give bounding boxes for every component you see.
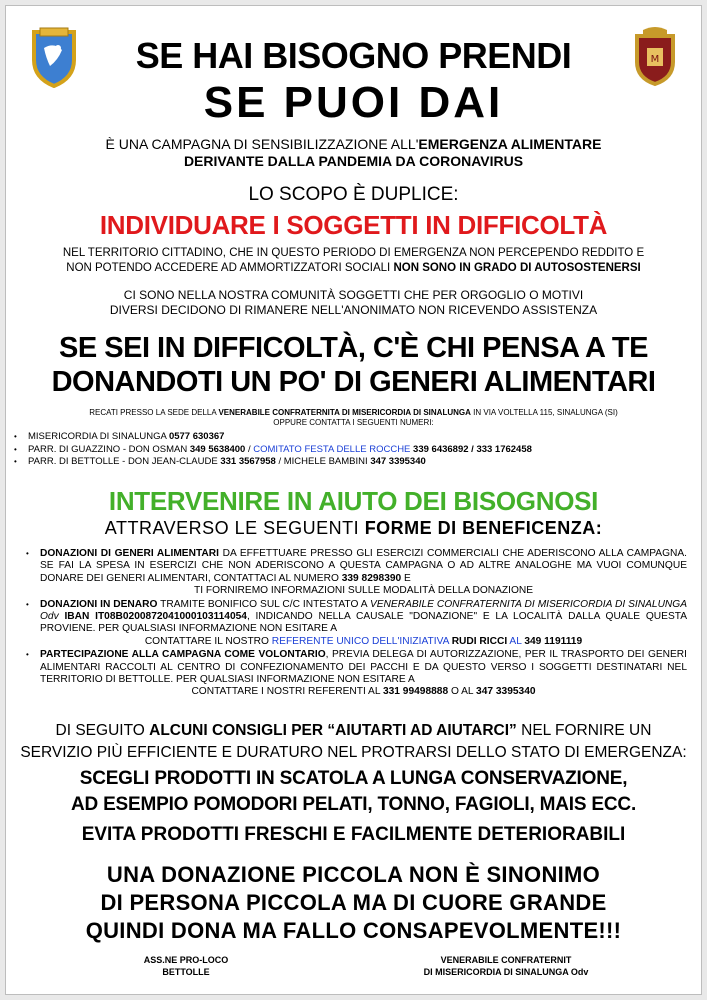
goal1-paragraph1: NEL TERRITORIO CITTADINO, CHE IN QUESTO PERIODO DI EMERGENZA NON PERCEPENDO REDDITO E NON POTENDO ACCEDERE AD AMMORTIZZATORI SOCIALI NON SONO IN GRADO DI AUTOSOSTENERSI xyxy=(62,247,645,274)
form-volunteer: • PARTECIPAZIONE ALLA CAMPAGNA COME VOLONTARIO, PREVIA DELEGA DI AUTORIZZAZIONE, PER IL TRASPORTO DEI GENERI ALIMENTARI RACCOLTI AL CENTRO DI CONFEZIONAMENTO DEI PACCHI E DA QUESTO VERSO I SOGGETTI DESTINATARI NEL TERRITORIO DI BETTOLLE. PER QUALSIASI INFORMAZIONE NON ESITARE A CONTATTARE I NOSTRI REFERENTI AL 331 99498888 O AL 347 3395340 xyxy=(40,649,687,699)
contacts-list xyxy=(28,431,693,469)
tip-scegli: SCEGLI PRODOTTI IN SCATOLA A LUNGA CONSERVAZIONE, AD ESEMPIO POMODORI PELATI, TONNO, FAGIOLI, MAIS ECC. xyxy=(70,768,637,815)
goal1-paragraph2: CI SONO NELLA NOSTRA COMUNITÀ SOGGETTI CHE PER ORGOGLIO O MOTIVI DIVERSI DECIDONO DI RIMANERE NELL'ANONIMATO NON RICEVENDO ASSISTENZA xyxy=(109,288,598,317)
title-line1: SE HAI BISOGNO PRENDI xyxy=(135,35,572,76)
svg-text:M: M xyxy=(650,54,660,65)
signature-misericordia: VENERABILE CONFRATERNIT DI MISERICORDIA DI SINALUNGA Odv xyxy=(423,955,589,977)
big-message: SE SEI IN DIFFICOLTÀ, C'È CHI PENSA A TE DONANDOTI UN PO' DI GENERI ALIMENTARI xyxy=(51,332,656,398)
goal1-heading: INDIVIDUARE I SOGGETTI IN DIFFICOLTÀ xyxy=(99,210,608,240)
poster xyxy=(5,5,702,995)
recati-text: RECATI PRESSO LA SEDE DELLA VENERABILE CONFRATERNITA DI MISERICORDIA DI SINALUNGA IN VIA VOLTELLA 115, SINALUNGA (SI) OPPURE CONTATTA I SEGUENTI NUMERI: xyxy=(89,408,618,427)
title-line2: SE PUOI DAI xyxy=(203,78,504,127)
contact-guazzino: • PARR. DI GUAZZINO - DON OSMAN 349 5638400 / COMITATO FESTA DELLE ROCCHE 339 6436892 / 333 1762458 xyxy=(28,444,693,457)
scopo-heading: LO SCOPO È DUPLICE: xyxy=(248,184,459,205)
form-food-donation: • DONAZIONI DI GENERI ALIMENTARI DA EFFETTUARE PRESSO GLI ESERCIZI COMMERCIALI CHE ADERISCONO ALLA CAMPAGNA. SE FAI LA SPESA IN ESERCIZI CHE NON ADERISCONO A QUESTA CAMPAGNA O AD ALTRE ANALOGHE MA VUOI COMUNQUE DONARE DEI GENERI ALIMENTARI, CONTATTACI AL NUMERO 339 8298390 E TI FORNIREMO INFORMAZIONI SULLE MODALITÀ DELLA DONAZIONE xyxy=(40,548,687,598)
tip-evita: EVITA PRODOTTI FRESCHI E FACILMENTE DETERIORABILI xyxy=(81,824,626,845)
consigli-text: DI SEGUITO ALCUNI CONSIGLI PER “AIUTARTI AD AIUTARCI” NEL FORNIRE UN SERVIZIO PIÙ EFFICIENTE E DURATURO NEL PROTRARSI DELLO STATO DI EMERGENZA: xyxy=(20,722,687,761)
final-message: UNA DONAZIONE PICCOLA NON È SINONIMO DI PERSONA PICCOLA MA DI CUORE GRANDE QUINDI DONA MA FALLO CONSAPEVOLMENTE!!! xyxy=(85,862,622,943)
signature-proloco: ASS.NE PRO-LOCO BETTOLLE xyxy=(143,955,229,977)
goal2-heading: INTERVENIRE IN AIUTO DEI BISOGNOSI xyxy=(108,486,599,516)
form-money-donation: • DONAZIONI IN DENARO TRAMITE BONIFICO SUL C/C INTESTATO A VENERABILE CONFRATERNITA DI MISERICORDIA DI SINALUNGA Odv IBAN IT08B0200872041000103114054, INDICANDO NELLA CAUSALE "DONAZIONE" E LA LOCALITÀ DALLA QUALE QUESTA PROVIENE. PER QUALSIASI INFORMAZIONE NON ESITARE A CONTATTARE IL NOSTRO REFERENTE UNICO DELL'INIZIATIVA RUDI RICCI AL 349 1191119 xyxy=(40,599,687,649)
goal2-subheading: ATTRAVERSO LE SEGUENTI FORME DI BENEFICENZA: xyxy=(104,518,603,538)
contact-misericordia: • MISERICORDIA DI SINALUNGA 0577 630367 xyxy=(28,431,693,444)
forms-list xyxy=(40,548,687,700)
contact-bettolle: • PARR. DI BETTOLLE - DON JEAN-CLAUDE 331 3567958 / MICHELE BAMBINI 347 3395340 xyxy=(28,456,693,469)
intro-text: È UNA CAMPAGNA DI SENSIBILIZZAZIONE ALL'EMERGENZA ALIMENTARE DERIVANTE DALLA PANDEMIA DA CORONAVIRUS xyxy=(105,136,602,169)
